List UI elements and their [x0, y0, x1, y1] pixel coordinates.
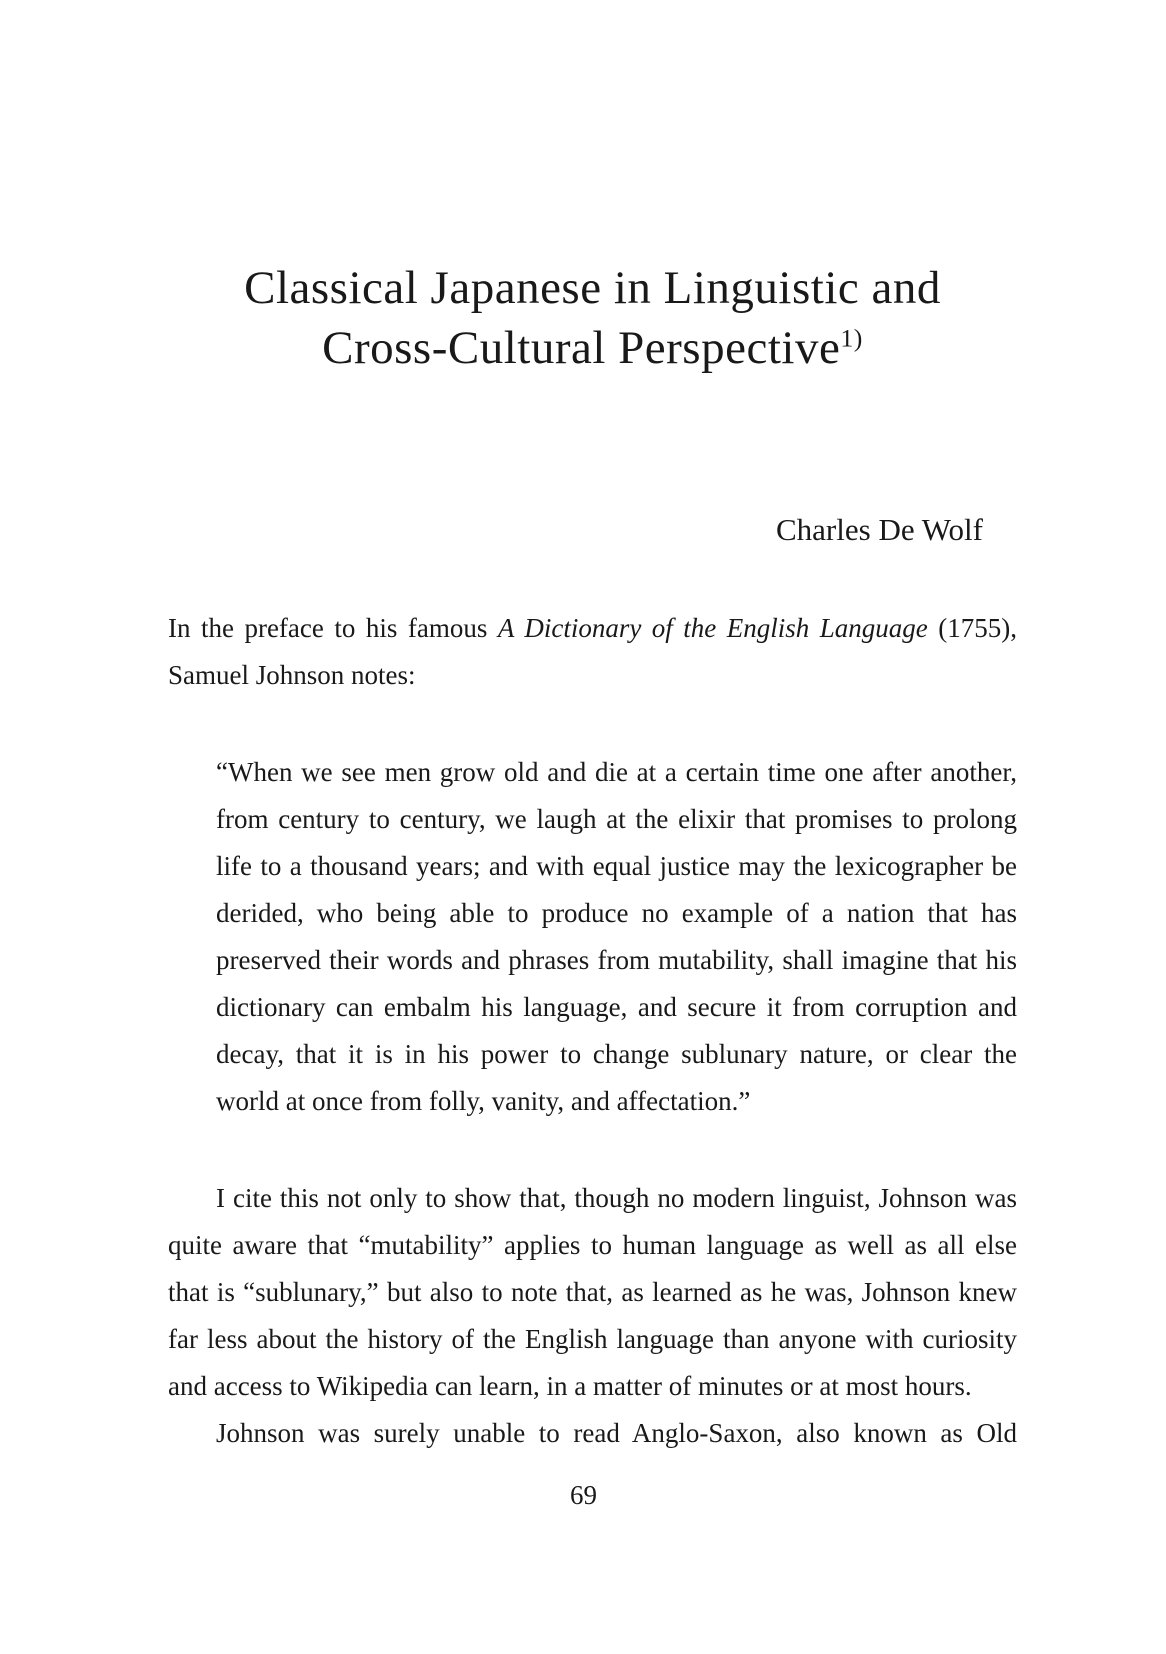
- author-name: Charles De Wolf: [776, 512, 983, 547]
- page-number: 69: [570, 1480, 597, 1510]
- intro-book-title-italic: A Dictionary of the English Language: [497, 613, 928, 643]
- johnson-block-quote: “When we see men grow old and die at a certain time one after another, from century to century, we laugh at the elixir that promises to prolong life to a thousand years; and with equal justice may the lexicographer be derided, who being able to produce no example of a nation that has preserved their words and phrases from mutability, shall imagine that his dictionary can embalm his language, and secure it from corruption and decay, that it is in his power to change sublunary nature, or clear the world at once from folly, vanity, and affectation.”: [216, 757, 1017, 1116]
- intro-text-before: In the preface to his famous: [168, 613, 498, 643]
- intro-text-after: (1755), Samuel Johnson notes:: [168, 613, 1018, 690]
- footnote-marker: 1): [840, 323, 863, 353]
- paragraph-3: Johnson was surely unable to read Anglo-Saxon, also known as Old: [216, 1418, 1017, 1448]
- paragraph-2: I cite this not only to show that, though no modern linguist, Johnson was quite aware that “mutability” applies to human language as well as all else that is “sublunary,” but also to note that, as learned as he was, Johnson knew far less about the history of the English language than anyone with curiosity and access to Wikipedia can learn, in a matter of minutes or at most hours.: [168, 1183, 1017, 1401]
- page-title: [168, 258, 1017, 378]
- title-line-2: Cross-Cultural Perspective: [322, 322, 841, 374]
- title-line-1: Classical Japanese in Linguistic and: [244, 262, 941, 314]
- paragraph-intro: [168, 605, 1017, 699]
- page-content: [168, 0, 1017, 1515]
